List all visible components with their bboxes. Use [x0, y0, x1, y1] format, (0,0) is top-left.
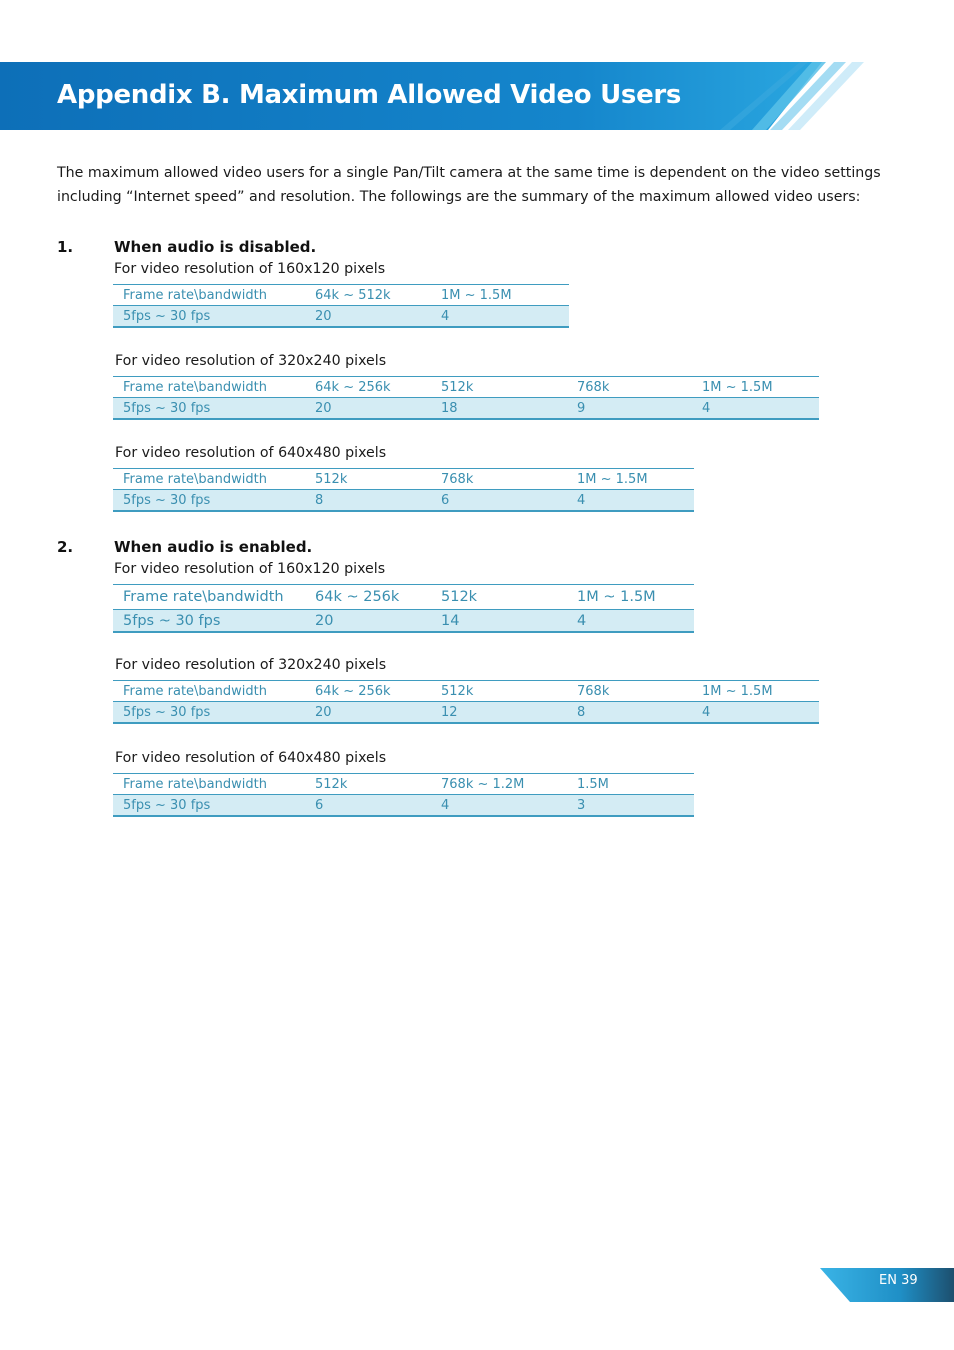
table-header-cell: 64k ~ 512k: [305, 285, 431, 306]
table-header-cell: 64k ~ 256k: [305, 377, 431, 398]
table-header-cell: Frame rate\bandwidth: [113, 681, 305, 702]
table-header-cell: 512k: [431, 681, 567, 702]
table-cell: 5fps ~ 30 fps: [113, 795, 305, 817]
table-cell: 4: [692, 702, 819, 724]
table-header-cell: 512k: [305, 774, 431, 795]
section-number: 1.: [57, 238, 74, 256]
table-cell: 20: [305, 702, 431, 724]
table-row: [113, 306, 569, 328]
table-header-cell: 1M ~ 1.5M: [567, 469, 694, 490]
table-cell: 4: [567, 610, 694, 633]
table-cell: 5fps ~ 30 fps: [113, 490, 305, 512]
table-cell: 6: [305, 795, 431, 817]
table-cell: 5fps ~ 30 fps: [113, 610, 305, 633]
table-cell: 20: [305, 398, 431, 420]
page-number: EN 39: [879, 1273, 918, 1288]
table-header-cell: Frame rate\bandwidth: [113, 377, 305, 398]
table-header-cell: 768k: [567, 377, 692, 398]
table-disabled-640x480: [113, 468, 694, 512]
table-enabled-320x240: [113, 680, 819, 724]
section-title: When audio is enabled.: [114, 538, 313, 556]
table-header-cell: 1M ~ 1.5M: [692, 681, 819, 702]
table-header-cell: 768k ~ 1.2M: [431, 774, 567, 795]
table-row: [113, 795, 694, 817]
table-header-cell: Frame rate\bandwidth: [113, 585, 305, 610]
table-caption: For video resolution of 640x480 pixels: [115, 750, 387, 766]
page-title: Appendix B. Maximum Allowed Video Users: [57, 80, 682, 110]
table-cell: 18: [431, 398, 567, 420]
table-caption: For video resolution of 320x240 pixels: [115, 353, 387, 369]
table-header-cell: 768k: [431, 469, 567, 490]
table-caption: For video resolution of 160x120 pixels: [114, 261, 386, 277]
table-cell: 8: [567, 702, 692, 724]
table-disabled-320x240: [113, 376, 819, 420]
table-row: [113, 490, 694, 512]
table-cell: 5fps ~ 30 fps: [113, 702, 305, 724]
table-header-cell: 64k ~ 256k: [305, 585, 431, 610]
intro-paragraph: The maximum allowed video users for a single Pan/Tilt camera at the same time is dependent on the video settings including “Internet speed” and resolution. The followings are the summary of the maximum allowed video users:: [57, 165, 881, 205]
table-header-row: [113, 681, 819, 702]
section-title: When audio is disabled.: [114, 238, 317, 256]
table-header-cell: 512k: [431, 585, 567, 610]
table-caption: For video resolution of 640x480 pixels: [115, 445, 387, 461]
table-cell: 4: [431, 306, 569, 328]
table-cell: 4: [567, 490, 694, 512]
table-header-row: [113, 377, 819, 398]
table-enabled-640x480: [113, 773, 694, 817]
table-caption: For video resolution of 320x240 pixels: [115, 657, 387, 673]
table-caption: For video resolution of 160x120 pixels: [114, 561, 386, 577]
table-header-cell: Frame rate\bandwidth: [113, 469, 305, 490]
table-cell: 3: [567, 795, 694, 817]
section-heading-audio-enabled: [57, 538, 312, 556]
table-cell: 4: [431, 795, 567, 817]
table-header-row: [113, 469, 694, 490]
table-cell: 12: [431, 702, 567, 724]
table-header-cell: 1M ~ 1.5M: [567, 585, 694, 610]
table-header-cell: 512k: [431, 377, 567, 398]
table-cell: 8: [305, 490, 431, 512]
table-row: [113, 610, 694, 633]
section-number: 2.: [57, 538, 74, 556]
table-cell: 5fps ~ 30 fps: [113, 398, 305, 420]
table-header-cell: 1M ~ 1.5M: [692, 377, 819, 398]
table-header-cell: Frame rate\bandwidth: [113, 774, 305, 795]
table-header-row: [113, 774, 694, 795]
table-header-row: [113, 285, 569, 306]
table-header-cell: 768k: [567, 681, 692, 702]
table-enabled-160x120: [113, 584, 694, 633]
table-cell: 20: [305, 610, 431, 633]
table-cell: 9: [567, 398, 692, 420]
table-cell: 6: [431, 490, 567, 512]
table-row: [113, 702, 819, 724]
table-cell: 20: [305, 306, 431, 328]
table-cell: 5fps ~ 30 fps: [113, 306, 305, 328]
table-header-cell: 1.5M: [567, 774, 694, 795]
table-header-cell: Frame rate\bandwidth: [113, 285, 305, 306]
table-cell: 4: [692, 398, 819, 420]
table-header-cell: 1M ~ 1.5M: [431, 285, 569, 306]
table-header-cell: 512k: [305, 469, 431, 490]
section-heading-audio-disabled: [57, 238, 316, 256]
table-disabled-160x120: [113, 284, 569, 328]
table-header-row: [113, 585, 694, 610]
table-header-cell: 64k ~ 256k: [305, 681, 431, 702]
table-cell: 14: [431, 610, 567, 633]
table-row: [113, 398, 819, 420]
